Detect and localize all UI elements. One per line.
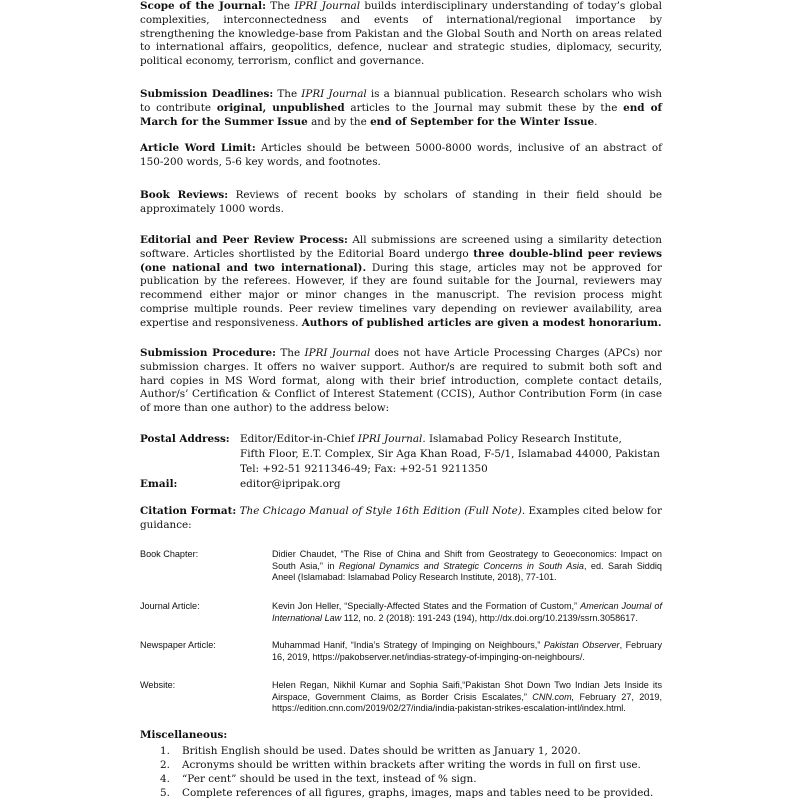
citation-type: Newspaper Article: xyxy=(140,640,216,650)
review-process-text: All submissions are screened using a similarity detection software. Articles shortlisted by the Editorial Board undergo xyxy=(140,234,662,260)
list-item xyxy=(160,744,660,758)
citation-part: Helen Regan, Nikhil Kumar and Sophia Saifi,“Pakistan Shot Down Two Indian Jets Inside its Airspace, Government Claims, as Border Crisis Escalates,” xyxy=(272,680,662,702)
citation-text: . Examples cited below for guidance: xyxy=(140,505,662,531)
list-item xyxy=(160,772,660,786)
review-process-paragraph xyxy=(140,234,662,331)
scope-text: The xyxy=(265,0,295,12)
list-item xyxy=(160,758,660,772)
email-label: Email: xyxy=(140,478,178,490)
deadlines-text: is a biannual publication. Research scholars who wish to contribute xyxy=(140,88,662,114)
list-number: 1. xyxy=(160,745,170,757)
citation-part: Muhammad Hanif, “India’s Strategy of Impinging on Neighbours,” xyxy=(272,640,544,650)
citation-heading: Citation Format: xyxy=(140,505,237,517)
citation-text xyxy=(272,601,662,624)
deadlines-text: articles to the Journal may submit these by the xyxy=(344,101,624,114)
miscellaneous-list xyxy=(160,744,660,800)
procedure-text: does not have Article Processing Charges (APCs) nor submission charges. It offers no waiver support. Author/s are required to submit both soft and hard copies in MS Word format, along with their brief introduction, complete contact details, Author/s’ Certification & Conflict of Interest Statement (CCIS), Author Contribution Form (in case of more than one author) to the address below: xyxy=(140,347,662,415)
email-address[interactable]: editor@ipripak.org xyxy=(240,478,341,490)
citation-text xyxy=(272,680,662,715)
scope-text: builds interdisciplinary understanding of today’s global complexities, interconnectedness and events of international/regional importance by strengthening the knowledge-base from Pakistan and the Global South and North on areas related to international affairs, geopolitics, defence, nuclear and strategic studies, diplomacy, security, political economy, terrorism, conflict and governance. xyxy=(140,0,662,68)
citation-paragraph xyxy=(140,505,662,533)
book-reviews-text: Reviews of recent books by scholars of standing in their field should be approximately 1000 words. xyxy=(140,189,662,215)
journal-name: IPRI Journal xyxy=(294,0,361,12)
journal-name: IPRI Journal xyxy=(304,347,371,359)
scope-paragraph xyxy=(140,0,662,69)
postal-address-label: Postal Address: xyxy=(140,433,230,445)
citation-title: American Journal of International Law xyxy=(272,601,662,623)
list-number: 5. xyxy=(160,787,170,799)
procedure-heading: Submission Procedure: xyxy=(140,347,276,359)
word-limit-heading: Article Word Limit: xyxy=(140,142,256,154)
miscellaneous-heading: Miscellaneous: xyxy=(140,729,228,741)
citation-part: February 27, 2019, https://edition.cnn.com/2019/02/27/india/india-pakistan-strikes-escalation-intl/index.html. xyxy=(272,691,662,714)
book-reviews-paragraph xyxy=(140,189,662,217)
review-process-emphasis: Authors of published articles are given a modest honorarium. xyxy=(301,316,662,329)
citation-title: Pakistan Observer xyxy=(543,640,620,650)
journal-name: IPRI Journal xyxy=(357,433,423,445)
citation-type: Journal Article: xyxy=(140,601,200,611)
citation-part: Kevin Jon Heller, “Specially-Affected States and the Formation of Custom,” xyxy=(272,601,581,611)
deadlines-text: and by the xyxy=(307,115,371,128)
deadlines-heading: Submission Deadlines: xyxy=(140,88,274,100)
citation-style: The Chicago Manual of Style 16th Edition (Full Note) xyxy=(239,505,522,517)
list-item xyxy=(160,786,660,800)
deadlines-text: . xyxy=(594,115,598,128)
review-process-text: During this stage, articles may not be approved for publication by the referees. However, if they are found suitable for the Journal, reviewers may recommend either major or minor changes in the manuscript. The revision process might comprise multiple rounds. Peer review timelines vary depending on reviewer availability, area expertise and responsiveness. xyxy=(140,261,662,329)
citation-title: Regional Dynamics and Strategic Concerns in South Asia xyxy=(338,560,584,571)
word-limit-paragraph xyxy=(140,142,662,170)
deadlines-paragraph xyxy=(140,88,662,129)
deadlines-emphasis: end of September for the Winter Issue xyxy=(370,115,595,128)
citation-part: 112, no. 2 (2018): 191-243 (194), http://dx.doi.org/10.2139/ssrn.3058617. xyxy=(341,612,638,623)
deadlines-emphasis: original, unpublished xyxy=(216,101,345,114)
address-text: Editor/Editor-in-Chief xyxy=(240,433,358,445)
citation-type: Website: xyxy=(140,680,176,690)
citation-part: , ed. Sarah Siddiq Aneel (Islamabad: Islamabad Policy Research Institute, 2018), 77-101. xyxy=(272,560,662,583)
postal-address-line-1 xyxy=(240,433,670,447)
citation-part: Didier Chaudet, “The Rise of China and Shift from Geostrategy to Geoeconomics: Impact on South Asia,” in xyxy=(272,549,662,571)
list-item-text: British English should be used. Dates should be written as January 1, 2020. xyxy=(182,745,581,757)
list-number: 4. xyxy=(160,773,170,785)
deadlines-emphasis: end of March for the Summer Issue xyxy=(140,101,662,128)
journal-name: IPRI Journal xyxy=(301,88,367,100)
citation-title: CNN.com, xyxy=(532,691,575,702)
list-item-text: Acronyms should be written within brackets after writing the words in full on first use. xyxy=(182,759,641,771)
word-limit-text: Articles should be between 5000-8000 words, inclusive of an abstract of 150-200 words, 5-6 key words, and footnotes. xyxy=(140,142,662,168)
citation-text xyxy=(272,549,662,584)
review-process-heading: Editorial and Peer Review Process: xyxy=(140,234,348,246)
procedure-paragraph xyxy=(140,347,662,416)
address-text: . Islamabad Policy Research Institute, xyxy=(422,433,622,445)
scope-heading: Scope of the Journal: xyxy=(140,0,266,12)
list-item-text: “Per cent” should be used in the text, instead of % sign. xyxy=(182,773,477,785)
list-item-text: Complete references of all figures, graphs, images, maps and tables need to be provided. xyxy=(182,787,654,799)
postal-address-line-2: Fifth Floor, E.T. Complex, Sir Aga Khan Road, F-5/1, Islamabad 44000, Pakistan xyxy=(240,448,660,460)
list-number: 2. xyxy=(160,759,170,771)
procedure-text: The xyxy=(275,347,305,359)
citation-text xyxy=(272,640,662,663)
citation-part: , February 16, 2019, https://pakobserver.net/indias-strategy-of-impinging-on-neighbours/. xyxy=(272,640,662,662)
deadlines-text: The xyxy=(273,88,302,100)
citation-type: Book Chapter: xyxy=(140,549,199,559)
postal-address-line-3: Tel: +92-51 9211346-49; Fax: +92-51 9211350 xyxy=(240,463,488,475)
review-process-emphasis: three double-blind peer reviews (one national and two international). xyxy=(140,247,662,274)
book-reviews-heading: Book Reviews: xyxy=(140,189,229,201)
